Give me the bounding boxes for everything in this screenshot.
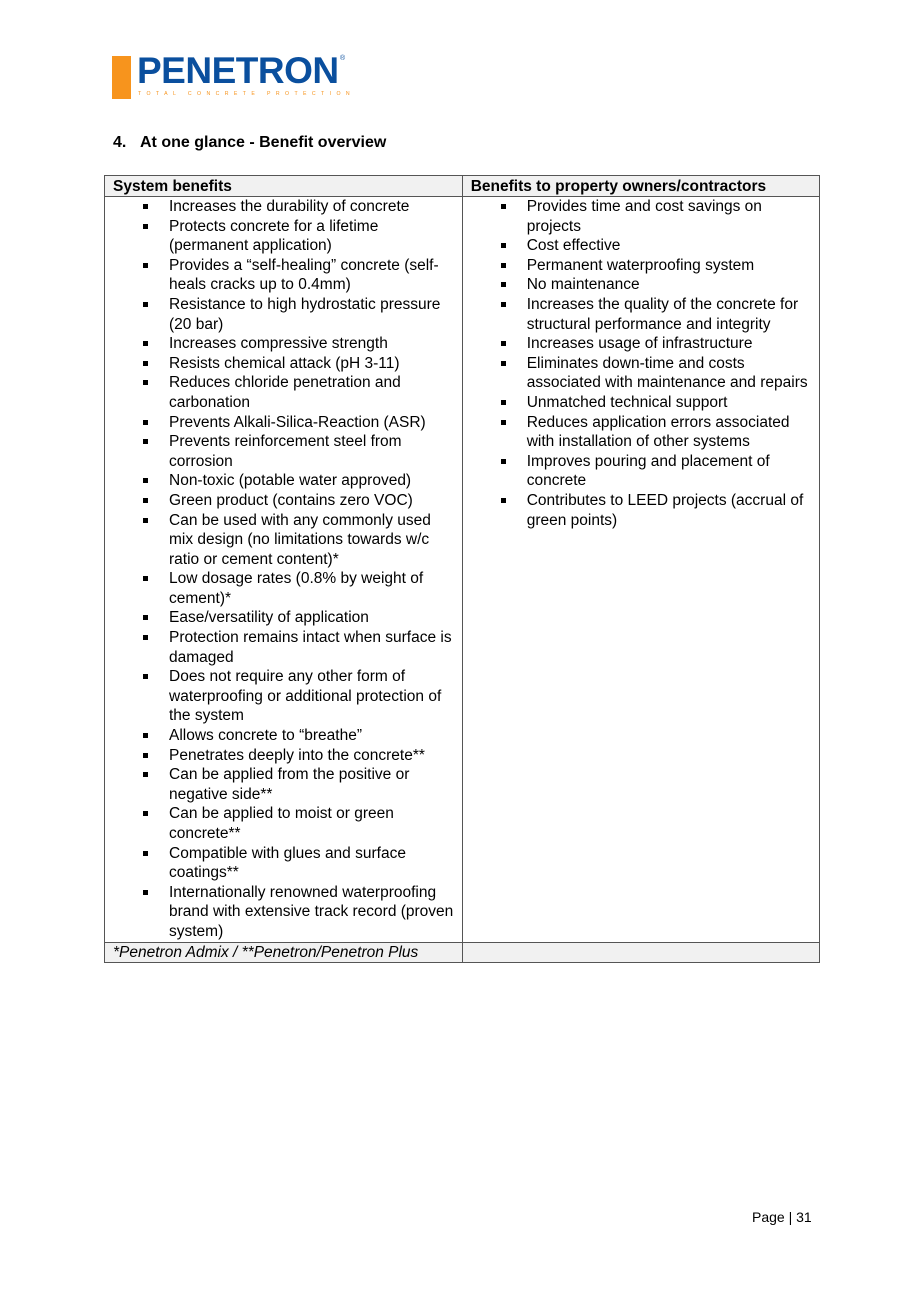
table-footnote: *Penetron Admix / **Penetron/Penetron Plus [105,942,463,962]
list-item: Internationally renowned waterproofing brand with extensive track record (proven system) [105,883,462,942]
table-body-row [105,197,820,943]
list-item: Low dosage rates (0.8% by weight of cement)* [105,569,462,608]
list-item: Provides a “self-healing” concrete (self-heals cracks up to 0.4mm) [105,256,462,295]
list-item: Eliminates down-time and costs associated with maintenance and repairs [463,354,819,393]
list-item: Resistance to high hydrostatic pressure (20 bar) [105,295,462,334]
logo-registered-mark: ® [340,55,346,62]
list-item: Allows concrete to “breathe” [105,726,462,746]
list-item: Reduces application errors associated with installation of other systems [463,413,819,452]
penetron-logo [112,50,356,101]
list-item: Contributes to LEED projects (accrual of green points) [463,491,819,530]
list-item: Can be applied from the positive or negative side** [105,765,462,804]
owner-benefits-list [463,197,819,530]
list-item: Protection remains intact when surface is damaged [105,628,462,667]
list-item: Protects concrete for a lifetime (permanent application) [105,217,462,256]
list-item: Compatible with glues and surface coatings** [105,844,462,883]
table-footnote-empty [462,942,819,962]
section-heading [113,133,386,153]
list-item: Can be applied to moist or green concrete** [105,804,462,843]
list-item: Reduces chloride penetration and carbonation [105,373,462,412]
table-header-row [105,176,820,197]
list-item: Cost effective [463,236,819,256]
list-item: Can be used with any commonly used mix design (no limitations towards w/c ratio or cement content)* [105,511,462,570]
list-item: Non-toxic (potable water approved) [105,471,462,491]
list-item: Increases the durability of concrete [105,197,462,217]
list-item: Ease/versatility of application [105,608,462,628]
list-item: Resists chemical attack (pH 3-11) [105,354,462,374]
list-item: Penetrates deeply into the concrete** [105,746,462,766]
logo-orange-bar [112,56,131,99]
section-number: 4. [113,134,127,151]
list-item: Does not require any other form of waterproofing or additional protection of the system [105,667,462,726]
list-item: Permanent waterproofing system [463,256,819,276]
table-footnote-row [105,942,820,962]
owner-benefits-cell [462,197,819,943]
list-item: Unmatched technical support [463,393,819,413]
logo-wordmark: PENETRON [137,50,339,91]
list-item: Prevents Alkali-Silica-Reaction (ASR) [105,413,462,433]
list-item: No maintenance [463,275,819,295]
page-number: Page | 31 [752,1209,812,1225]
list-item: Green product (contains zero VOC) [105,491,462,511]
benefit-overview-table [104,175,820,963]
logo-tagline: TOTAL CONCRETE PROTECTION [138,91,356,97]
list-item: Provides time and cost savings on projects [463,197,819,236]
list-item: Increases usage of infrastructure [463,334,819,354]
header-owner-benefits: Benefits to property owners/contractors [462,176,819,197]
section-title: At one glance - Benefit overview [140,134,387,151]
list-item: Improves pouring and placement of concrete [463,452,819,491]
header-system-benefits: System benefits [105,176,463,197]
list-item: Increases compressive strength [105,334,462,354]
list-item: Increases the quality of the concrete for structural performance and integrity [463,295,819,334]
system-benefits-list [105,197,462,942]
system-benefits-cell [105,197,463,943]
list-item: Prevents reinforcement steel from corrosion [105,432,462,471]
